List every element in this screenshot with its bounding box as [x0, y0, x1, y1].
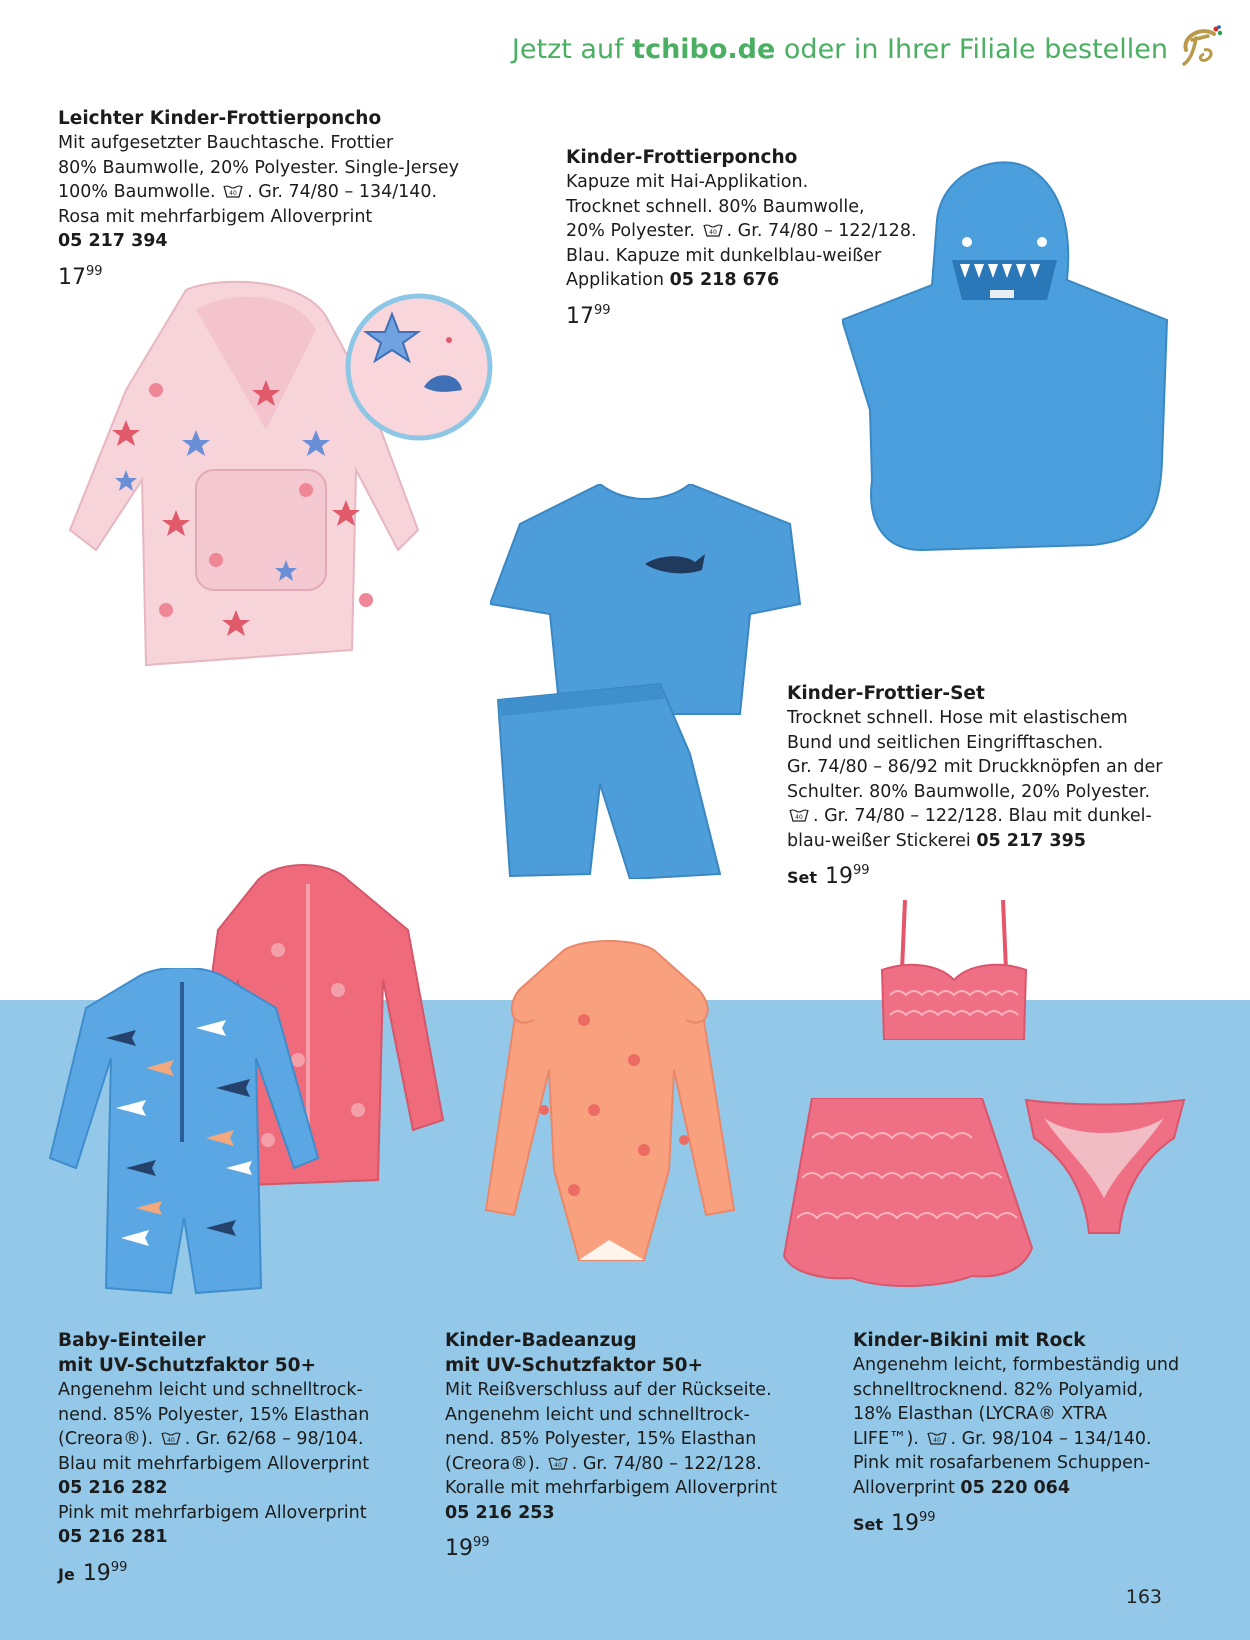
- product-title: Kinder-Badeanzug: [445, 1330, 637, 1351]
- product-desc-line: 80% Baumwolle, 20% Polyester. Single-Jersey: [58, 157, 459, 178]
- price: [853, 1506, 1179, 1538]
- product-title: Kinder-Bikini mit Rock: [853, 1330, 1086, 1351]
- bikini-bottom-image: [1024, 1098, 1186, 1238]
- article-number: 05 220 064: [960, 1477, 1071, 1498]
- price-main: 19: [891, 1511, 920, 1536]
- svg-text:40: 40: [795, 814, 803, 821]
- wash-40-icon: [223, 184, 243, 198]
- svg-text:40: 40: [553, 1461, 562, 1469]
- product-bikini: [853, 1328, 1179, 1538]
- product-desc-line: Gr. 74/80 – 86/92 mit Druckknöpfen an der: [787, 757, 1163, 777]
- product-subtitle: mit UV-Schutzfaktor 50+: [58, 1355, 317, 1376]
- price-cents: 99: [919, 1510, 936, 1525]
- product-color: Pink mit rosafarbenem Schuppen-: [853, 1453, 1151, 1473]
- product-desc-line: Trocknet schnell. Hose mit elastischem: [787, 708, 1128, 728]
- blue-shark-uv-suit-image: [46, 968, 322, 1296]
- svg-text:40: 40: [229, 190, 237, 197]
- product-title: Baby-Einteiler: [58, 1330, 206, 1351]
- product-care-line: [58, 1427, 369, 1452]
- product-care-line: [853, 1427, 1179, 1452]
- product-desc-line: 18% Elasthan (LYCRA® XTRA: [853, 1404, 1108, 1424]
- price-prefix: Set: [787, 868, 818, 887]
- product-desc-line: Mit Reißverschluss auf der Rückseite.: [445, 1380, 772, 1400]
- product-care-line: [445, 1452, 777, 1477]
- product-desc-line: Mit aufgesetzter Bauchtasche. Frottier: [58, 133, 394, 153]
- care-pre: 20% Polyester.: [566, 221, 701, 241]
- product-desc-line: Schulter. 80% Baumwolle, 20% Polyester.: [787, 781, 1151, 802]
- article-number: 05 216 253: [445, 1502, 555, 1523]
- care-post: . Gr. 98/104 – 134/140.: [950, 1428, 1152, 1449]
- product-color: Blau. Kapuze mit dunkelblau-weißer: [566, 245, 882, 266]
- product-last-line: [787, 829, 1163, 854]
- wash-40-icon: [703, 223, 723, 237]
- product-care-line: [58, 180, 459, 205]
- price-main: 17: [58, 264, 86, 290]
- price-main: 19: [82, 1560, 111, 1586]
- article-number: 05 216 282: [58, 1478, 168, 1498]
- last-pre: Applikation: [566, 270, 670, 290]
- product-title: Kinder-Frottier-Set: [787, 683, 985, 704]
- price-prefix: Set: [853, 1515, 884, 1534]
- product-baby-einteiler: [58, 1328, 369, 1587]
- wash-40-icon: [927, 1431, 947, 1445]
- banner-prefix: Jetzt auf: [511, 34, 633, 65]
- banner-suffix: oder in Ihrer Filiale bestellen: [775, 34, 1168, 65]
- page-number: 163: [1125, 1586, 1162, 1608]
- product-title: Leichter Kinder-Frottierponcho: [58, 108, 382, 129]
- price-cents: 99: [594, 302, 611, 318]
- product-color: Koralle mit mehrfarbigem Alloverprint: [445, 1478, 778, 1498]
- product-desc-line: nend. 85% Polyester, 15% Elasthan: [58, 1404, 370, 1425]
- article-number: 05 217 395: [976, 830, 1086, 851]
- bikini-top-image: [880, 900, 1028, 1040]
- product-desc-line: Trocknet schnell. 80% Baumwolle,: [566, 196, 865, 217]
- price-main: 19: [445, 1536, 473, 1561]
- product-desc-line: schnelltrocknend. 82% Polyamid,: [853, 1379, 1144, 1400]
- last-pre: Alloverprint: [853, 1477, 961, 1498]
- care-pre: LIFE™).: [853, 1428, 925, 1449]
- product-title: Kinder-Frottierponcho: [566, 147, 798, 168]
- care-post: . Gr. 62/68 – 98/104.: [184, 1429, 364, 1449]
- article-number: 05 216 281: [58, 1527, 168, 1547]
- care-post: . Gr. 74/80 – 122/128. Blau mit dunkel-: [813, 806, 1152, 826]
- product-badeanzug: [445, 1328, 777, 1562]
- svg-text:40: 40: [708, 229, 717, 236]
- tchibo-logo-icon: [1172, 20, 1224, 72]
- product-color: Pink mit mehrfarbigem Alloverprint: [58, 1502, 367, 1523]
- care-pre: (Creora®).: [58, 1429, 159, 1449]
- price-main: 19: [825, 864, 854, 889]
- shark-poncho-image: [842, 160, 1172, 555]
- article-number: 05 218 676: [669, 270, 780, 290]
- svg-text:40: 40: [166, 1437, 175, 1444]
- svg-text:40: 40: [932, 1436, 941, 1444]
- product-color: Blau mit mehrfarbigem Alloverprint: [58, 1453, 370, 1474]
- price-cents: 99: [86, 263, 103, 279]
- product-desc-line: Angenehm leicht, formbeständig und: [853, 1355, 1180, 1375]
- care-pre: (Creora®).: [445, 1453, 546, 1474]
- frottier-set-image: [490, 484, 810, 879]
- coral-swimsuit-image: [484, 940, 736, 1270]
- product-subtitle: mit UV-Schutzfaktor 50+: [445, 1355, 704, 1376]
- product-desc-line: nend. 85% Polyester, 15% Elasthan: [445, 1429, 757, 1449]
- product-color: Rosa mit mehrfarbigem Alloverprint: [58, 206, 373, 227]
- product-desc-line: Angenehm leicht und schnelltrock-: [58, 1380, 363, 1400]
- price-prefix: Je: [58, 1564, 75, 1584]
- wash-40-icon: [161, 1431, 181, 1445]
- last-pre: blau-weißer Stickerei: [787, 830, 977, 851]
- product-desc-line: Angenehm leicht und schnelltrock-: [445, 1404, 750, 1425]
- product-care-line: [787, 804, 1163, 829]
- price: [787, 859, 1163, 891]
- care-pre: 100% Baumwolle.: [58, 182, 222, 202]
- price: [58, 1556, 369, 1588]
- product-desc-line: Kapuze mit Hai-Applikation.: [566, 172, 809, 192]
- price-cents: 99: [473, 1535, 490, 1550]
- price: [445, 1531, 777, 1562]
- article-number: 05 217 394: [58, 231, 168, 251]
- product-desc-line: Bund und seitlichen Eingrifftaschen.: [787, 732, 1104, 753]
- wash-40-icon: [548, 1456, 568, 1470]
- fabric-zoom-image: [344, 292, 494, 442]
- care-post: . Gr. 74/80 – 122/128.: [726, 221, 917, 241]
- price-cents: 99: [853, 863, 870, 878]
- product-last-line: [853, 1476, 1179, 1501]
- bikini-skirt-image: [782, 1098, 1040, 1290]
- care-post: . Gr. 74/80 – 134/140.: [247, 182, 438, 202]
- product-frottier-set: [787, 681, 1163, 891]
- order-banner: [512, 34, 1168, 65]
- price-cents: 99: [110, 1559, 128, 1575]
- product-poncho-rosa: [58, 106, 459, 290]
- price-main: 17: [566, 303, 594, 329]
- care-post: . Gr. 74/80 – 122/128.: [571, 1453, 762, 1474]
- banner-site-link[interactable]: tchibo.de: [632, 34, 776, 65]
